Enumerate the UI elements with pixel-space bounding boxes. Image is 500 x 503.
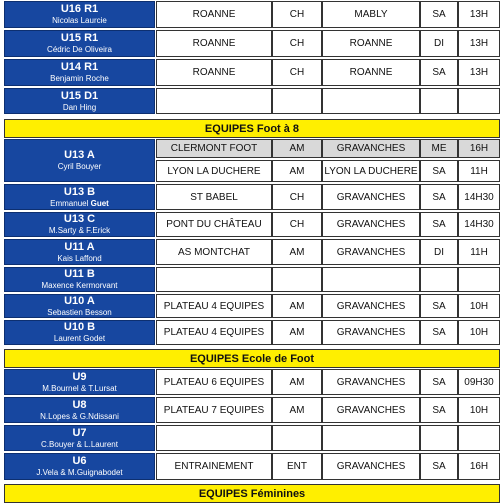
opponent-cell: PLATEAU 7 EQUIPES xyxy=(156,397,272,423)
venue-type-cell: CH xyxy=(272,59,322,86)
section-header-feminines: EQUIPES Féminines xyxy=(4,484,500,503)
time-cell: 11H xyxy=(458,160,500,182)
ground-cell: GRAVANCHES xyxy=(322,239,420,265)
table-row xyxy=(0,293,500,319)
opponent-cell: LYON LA DUCHERE xyxy=(156,160,272,182)
team-cell xyxy=(4,397,155,423)
day-cell: SA xyxy=(420,1,458,28)
coach-last: Guet xyxy=(90,198,109,208)
day-cell xyxy=(420,88,458,114)
time-cell xyxy=(458,88,500,114)
team-coach xyxy=(50,199,109,209)
opponent-cell: ROANNE xyxy=(156,30,272,57)
team-name: U16 R1 xyxy=(60,3,99,15)
day-cell: SA xyxy=(420,59,458,86)
ground-cell: GRAVANCHES xyxy=(322,294,420,318)
team-coach: Nicolas Laurcie xyxy=(52,16,107,25)
opponent-cell: PLATEAU 6 EQUIPES xyxy=(156,369,272,395)
venue-type-cell: AM xyxy=(272,139,322,158)
opponent-cell: PONT DU CHÂTEAU xyxy=(156,212,272,237)
table-row xyxy=(0,396,500,424)
opponent-cell xyxy=(156,88,272,114)
day-cell: SA xyxy=(420,453,458,480)
coach-first: Emmanuel xyxy=(50,198,89,208)
team-coach: J.Vela & M.Guignabodet xyxy=(36,468,123,477)
venue-type-cell: AM xyxy=(272,294,322,318)
time-cell: 10H xyxy=(458,397,500,423)
table-row xyxy=(0,368,500,396)
team-name: U13 A xyxy=(64,149,95,161)
team-coach: Maxence Kermorvant xyxy=(41,281,118,290)
ground-cell: ROANNE xyxy=(322,30,420,57)
section-header-ecole: EQUIPES Ecole de Foot xyxy=(4,349,500,368)
team-name: U11 A xyxy=(64,240,95,253)
team-coach: M.Bournel & T.Lursat xyxy=(42,383,117,393)
day-cell: SA xyxy=(420,184,458,210)
day-cell: SA xyxy=(420,369,458,395)
team-cell xyxy=(4,369,155,395)
team-name: U13 C xyxy=(63,213,96,225)
team-cell xyxy=(4,320,155,345)
opponent-cell xyxy=(156,267,272,292)
day-cell xyxy=(420,425,458,451)
team-cell xyxy=(4,1,155,28)
day-cell: SA xyxy=(420,160,458,182)
time-cell: 16H xyxy=(458,453,500,480)
opponent-cell: ROANNE xyxy=(156,1,272,28)
time-cell xyxy=(458,267,500,292)
ground-cell xyxy=(322,88,420,114)
team-name: U9 xyxy=(72,370,87,383)
time-cell xyxy=(458,425,500,451)
ground-cell: ROANNE xyxy=(322,59,420,86)
team-coach: C.Bouyer & L.Laurent xyxy=(41,439,118,449)
ground-cell: GRAVANCHES xyxy=(322,369,420,395)
time-cell: 10H xyxy=(458,320,500,345)
team-cell xyxy=(4,294,155,318)
venue-type-cell: AM xyxy=(272,397,322,423)
ground-cell xyxy=(322,267,420,292)
table-row xyxy=(0,0,500,29)
table-row xyxy=(0,58,500,87)
team-coach: Cyril Bouyer xyxy=(57,162,102,171)
venue-type-cell: AM xyxy=(272,239,322,265)
ground-cell: MABLY xyxy=(322,1,420,28)
time-cell: 16H xyxy=(458,139,500,158)
team-cell xyxy=(4,425,155,451)
ground-cell: LYON LA DUCHERE xyxy=(322,160,420,182)
team-span xyxy=(0,138,160,183)
opponent-cell xyxy=(156,425,272,451)
team-cell xyxy=(4,212,155,237)
table-row xyxy=(0,87,500,115)
team-cell xyxy=(4,30,155,57)
team-coach: Kais Laffond xyxy=(57,253,102,263)
team-cell xyxy=(4,88,155,114)
opponent-cell: PLATEAU 4 EQUIPES xyxy=(156,294,272,318)
time-cell: 13H xyxy=(458,59,500,86)
day-cell: SA xyxy=(420,212,458,237)
team-cell xyxy=(4,453,155,480)
team-coach: Cédric De Oliveira xyxy=(47,45,112,54)
team-name: U10 A xyxy=(64,294,95,307)
team-cell xyxy=(4,239,155,265)
day-cell xyxy=(420,267,458,292)
team-cell xyxy=(4,59,155,86)
team-name: U6 xyxy=(72,455,87,467)
venue-type-cell: CH xyxy=(272,1,322,28)
team-name: U7 xyxy=(72,426,87,439)
table-row xyxy=(0,29,500,58)
day-cell: SA xyxy=(420,320,458,345)
table-row xyxy=(0,424,500,452)
time-cell: 14H30 xyxy=(458,184,500,210)
day-cell: DI xyxy=(420,239,458,265)
table-row xyxy=(0,266,500,293)
opponent-cell: AS MONTCHAT xyxy=(156,239,272,265)
team-cell xyxy=(4,267,155,292)
venue-type-cell: AM xyxy=(272,320,322,345)
ground-cell: GRAVANCHES xyxy=(322,139,420,158)
venue-type-cell: AM xyxy=(272,160,322,182)
team-name: U15 D1 xyxy=(60,89,99,102)
team-name: U11 B xyxy=(64,268,95,280)
opponent-cell: ROANNE xyxy=(156,59,272,86)
table-row xyxy=(0,211,500,238)
team-cell xyxy=(4,184,155,210)
time-cell: 13H xyxy=(458,1,500,28)
ground-cell: GRAVANCHES xyxy=(322,397,420,423)
team-name: U14 R1 xyxy=(60,61,99,73)
time-cell: 10H xyxy=(458,294,500,318)
time-cell: 14H30 xyxy=(458,212,500,237)
opponent-cell: ST BABEL xyxy=(156,184,272,210)
table-row xyxy=(0,183,500,211)
table-row xyxy=(0,238,500,266)
team-coach: Laurent Godet xyxy=(53,334,106,343)
opponent-cell: ENTRAINEMENT xyxy=(156,453,272,480)
venue-type-cell: CH xyxy=(272,184,322,210)
venue-type-cell xyxy=(272,267,322,292)
day-cell: SA xyxy=(420,397,458,423)
table-row xyxy=(0,452,500,481)
venue-type-cell: ENT xyxy=(272,453,322,480)
opponent-cell: PLATEAU 4 EQUIPES xyxy=(156,320,272,345)
day-cell: SA xyxy=(420,294,458,318)
opponent-cell: CLERMONT FOOT xyxy=(156,139,272,158)
ground-cell: GRAVANCHES xyxy=(322,184,420,210)
venue-type-cell xyxy=(272,425,322,451)
day-cell: DI xyxy=(420,30,458,57)
team-name: U15 R1 xyxy=(60,32,99,44)
team-cell xyxy=(4,139,155,182)
section-header-foot8: EQUIPES Foot à 8 xyxy=(4,119,500,138)
team-coach: N.Lopes & G.Ndissani xyxy=(40,411,119,421)
ground-cell: GRAVANCHES xyxy=(322,320,420,345)
team-coach: Dan Hing xyxy=(62,102,97,112)
time-cell: 09H30 xyxy=(458,369,500,395)
time-cell: 13H xyxy=(458,30,500,57)
venue-type-cell: AM xyxy=(272,369,322,395)
ground-cell: GRAVANCHES xyxy=(322,453,420,480)
venue-type-cell: CH xyxy=(272,30,322,57)
table-row xyxy=(0,319,500,346)
team-coach: Sebastien Besson xyxy=(47,307,112,317)
venue-type-cell: CH xyxy=(272,212,322,237)
team-coach: Benjamin Roche xyxy=(50,74,109,83)
time-cell: 11H xyxy=(458,239,500,265)
ground-cell: GRAVANCHES xyxy=(322,212,420,237)
team-coach: M.Sarty & F.Erick xyxy=(48,226,111,235)
team-name: U8 xyxy=(72,398,87,411)
day-cell: ME xyxy=(420,139,458,158)
team-name: U13 B xyxy=(63,185,96,198)
venue-type-cell xyxy=(272,88,322,114)
team-name: U10 B xyxy=(63,321,96,333)
ground-cell xyxy=(322,425,420,451)
